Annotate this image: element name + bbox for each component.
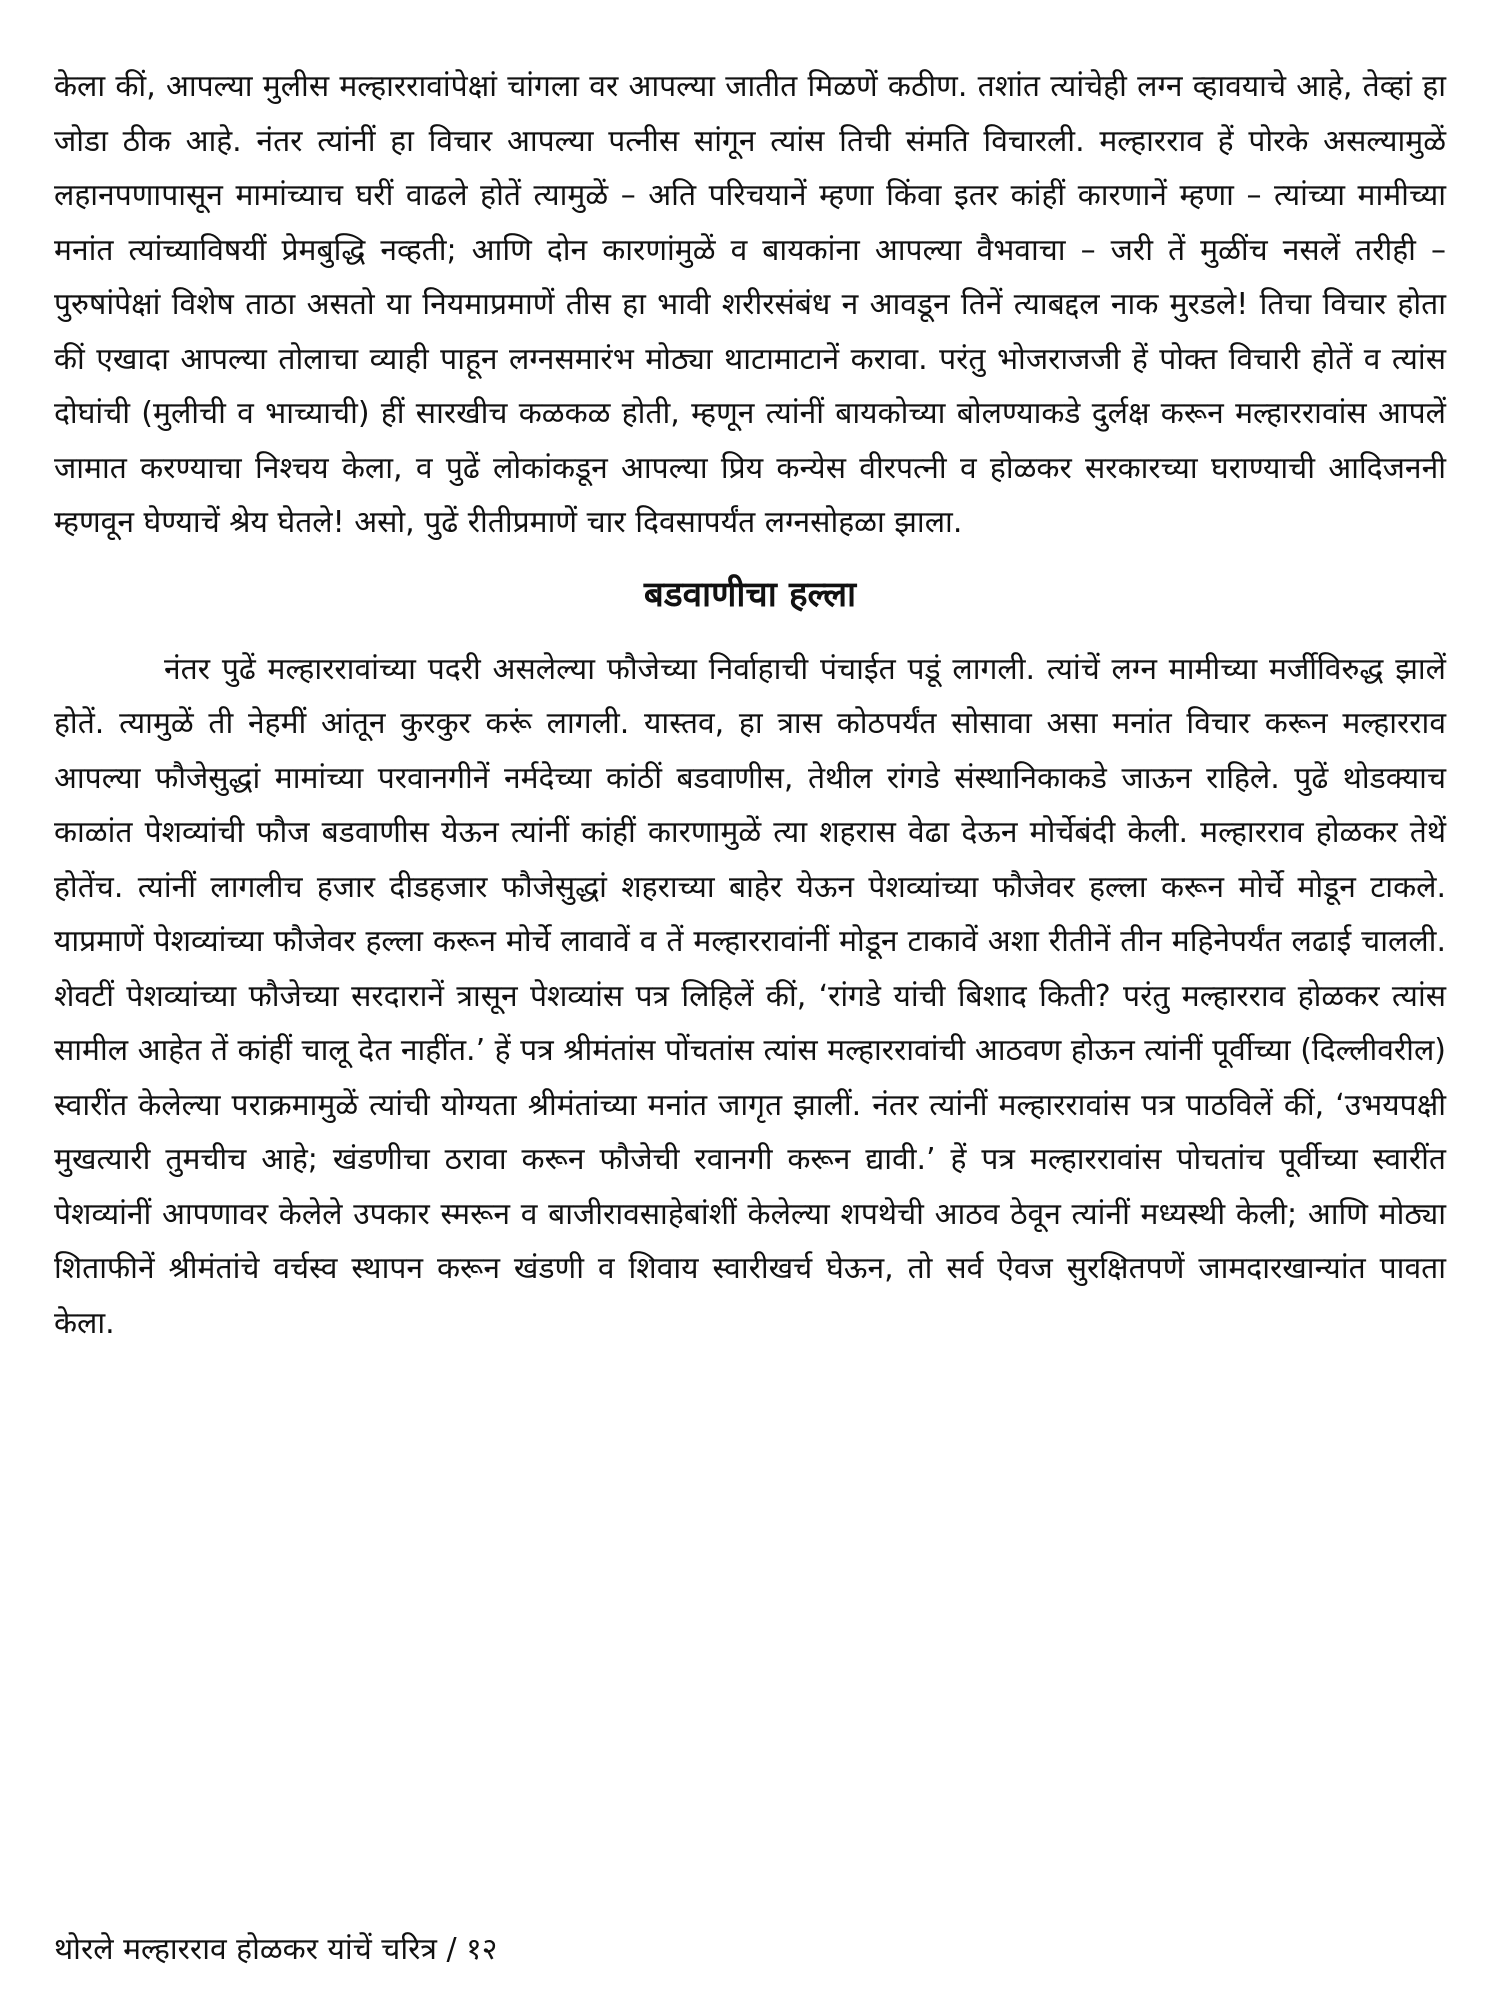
body-paragraph-1: केला कीं, आपल्या मुलीस मल्हाररावांपेक्षां चांगला वर आपल्या जातीत मिळणें कठीण. तशांत त्यांचेही लग्न व्हावयाचे आहे, तेव्हां हा जोडा ठीक आहे. नंतर त्यांनीं हा विचार आपल्या पत्नीस सांगून त्यांस तिची संमति विचारली. मल्हारराव हें पोरके असल्यामुळें लहानपणापासून मामांच्याच घरीं वाढले होतें त्यामुळें – अति परिचयानें म्हणा किंवा इतर कांहीं कारणानें म्हणा – त्यांच्या मामीच्या मनांत त्यांच्याविषयीं प्रेमबुद्धि नव्हती; आणि दोन कारणांमुळें व बायकांना आपल्या वैभवाचा – जरी तें मुळींच नसलें तरीही – पुरुषांपेक्षां विशेष ताठा असतो या नियमाप्रमाणें तीस हा भावी शरीरसंबंध न आवडून तिनें त्याबद्दल नाक मुरडले! तिचा विचार होता कीं एखादा आपल्या तोलाचा व्याही पाहून लग्नसमारंभ मोठ्या थाटामाटानें करावा. परंतु भोजराजजी हें पोक्त विचारी होतें व त्यांस दोघांची (मुलीची व भाच्याची) हीं सारखीच कळकळ होती, म्हणून त्यांनीं बायकोच्या बोलण्याकडे दुर्लक्ष करून मल्हाररावांस आपलें जामात करण्याचा निश्चय केला, व पुढें लोकांकडून आपल्या प्रिय कन्येस वीरपत्नी व होळकर सरकारच्या घराण्याची आदिजननी म्हणवून घेण्याचें श्रेय घेतले! असो, पुढें रीतीप्रमाणें चार दिवसापर्यंत लग्नसोहळा झाला. xyxy=(54,69,1446,540)
document-page xyxy=(54,60,1446,1970)
section-heading: बडवाणीचा हल्ला xyxy=(643,574,857,615)
body-paragraph-2: नंतर पुढें मल्हाररावांच्या पदरी असलेल्या फौजेच्या निर्वाहाची पंचाईत पडूं लागली. त्यांचें लग्न मामीच्या मर्जीविरुद्ध झालें होतें. त्यामुळें ती नेहमीं आंतून कुरकुर करूं लागली. यास्तव, हा त्रास कोठपर्यंत सोसावा असा मनांत विचार करून मल्हारराव आपल्या फौजेसुद्धां मामांच्या परवानगीनें नर्मदेच्या कांठीं बडवाणीस, तेथील रांगडे संस्थानिकाकडे जाऊन राहिले. पुढें थोडक्याच काळांत पेशव्यांची फौज बडवाणीस येऊन त्यांनीं कांहीं कारणामुळें त्या शहरास वेढा देऊन मोर्चेबंदी केली. मल्हारराव होळकर तेथें होतेंच. त्यांनीं लागलीच हजार दीडहजार फौजेसुद्धां शहराच्या बाहेर येऊन पेशव्यांच्या फौजेवर हल्ला करून मोर्चे मोडून टाकले. याप्रमाणें पेशव्यांच्या फौजेवर हल्ला करून मोर्चे लावावें व तें मल्हाररावांनीं मोडून टाकावें अशा रीतीनें तीन महिनेपर्यंत लढाई चालली. शेवटीं पेशव्यांच्या फौजेच्या सरदारानें त्रासून पेशव्यांस पत्र लिहिलें कीं, ‘रांगडे यांची बिशाद किती? परंतु मल्हारराव होळकर त्यांस सामील आहेत तें कांहीं चालू देत नाहींत.’ हें पत्र श्रीमंतांस पोंचतांस त्यांस मल्हाररावांची आठवण होऊन त्यांनीं पूर्वीच्या (दिल्लीवरील) स्वारींत केलेल्या पराक्रमामुळें त्यांची योग्यता श्रीमंतांच्या मनांत जागृत झालीं. नंतर त्यांनीं मल्हाररावांस पत्र पाठविलें कीं, ‘उभयपक्षी मुखत्यारी तुमचीच आहे; खंडणीचा ठरावा करून फौजेची रवानगी करून द्यावी.’ हें पत्र मल्हाररावांस पोचतांच पूर्वीच्या स्वारींत पेशव्यांनीं आपणावर केलेले उपकार स्मरून व बाजीरावसाहेबांशीं केलेल्या शपथेची आठव ठेवून त्यांनीं मध्यस्थी केली; आणि मोठ्या शिताफीनें श्रीमंतांचे वर्चस्व स्थापन करून खंडणी व शिवाय स्वारीखर्च घेऊन, तो सर्व ऐवज सुरक्षितपणें जामदारखान्यांत पावता केला. xyxy=(54,651,1446,1341)
page-footer: थोरले मल्हारराव होळकर यांचें चरित्र / १२ xyxy=(54,1932,498,1967)
